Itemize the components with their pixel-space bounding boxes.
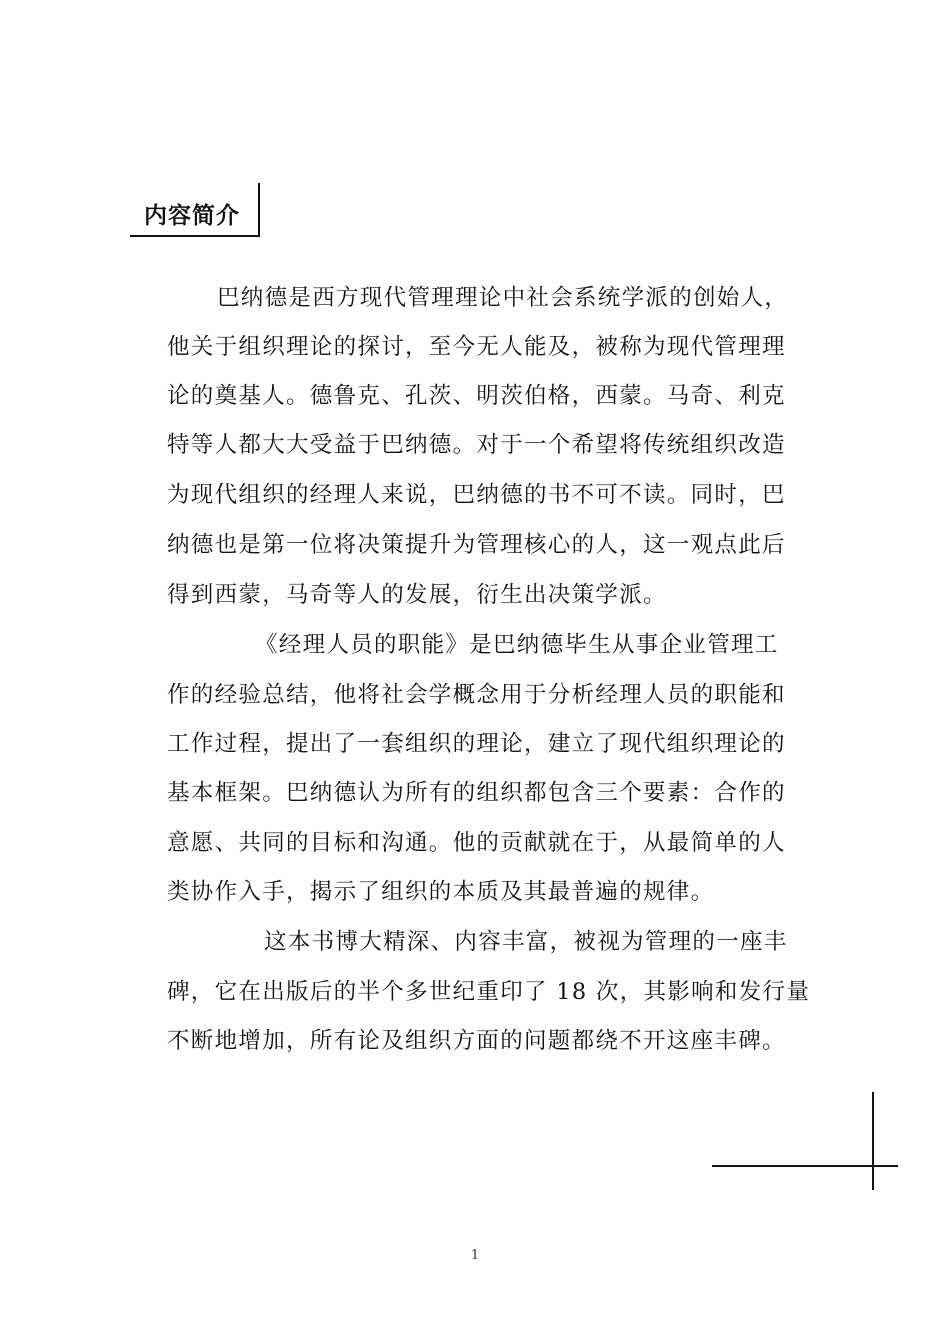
paragraph-2-line-6: 类协作入手，揭示了组织的本质及其最普遍的规律。: [167, 879, 715, 905]
paragraph-1-line-7: 得到西蒙，马奇等人的发展，衍生出决策学派。: [167, 582, 667, 608]
paragraph-3-line-2: 碑，它在出版后的半个多世纪重印了 18 次，其影响和发行量: [167, 979, 811, 1005]
paragraph-1-line-1: 巴纳德是西方现代管理理论中社会系统学派的创始人，: [217, 285, 789, 311]
paragraph-3-line-1: 这本书博大精深、内容丰富，被视为管理的一座丰: [264, 929, 788, 955]
crop-mark-horizontal: [712, 1165, 898, 1167]
paragraph-2-line-4: 基本框架。巴纳德认为所有的组织都包含三个要素：合作的: [167, 780, 786, 806]
paragraph-1-line-6: 纳德也是第一位将决策提升为管理核心的人，这一观点此后: [167, 532, 786, 558]
section-heading-box: [130, 183, 260, 237]
paragraph-1-line-2: 他关于组织理论的探讨，至今无人能及，被称为现代管理理: [167, 334, 786, 360]
paragraph-1-line-5: 为现代组织的经理人来说，巴纳德的书不可不读。同时，巴: [167, 482, 786, 508]
crop-mark-vertical: [872, 1092, 874, 1190]
paragraph-2-line-2: 作的经验总结，他将社会学概念用于分析经理人员的职能和: [167, 682, 786, 708]
paragraph-1-line-4: 特等人都大大受益于巴纳德。对于一个希望将传统组织改造: [167, 432, 786, 458]
section-heading: 内容简介: [144, 203, 240, 229]
paragraph-1-line-3: 论的奠基人。德鲁克、孔茨、明茨伯格，西蒙。马奇、利克: [167, 383, 786, 409]
paragraph-2-line-5: 意愿、共同的目标和沟通。他的贡献就在于，从最简单的人: [167, 830, 786, 856]
paragraph-2-line-1: 《经理人员的职能》是巴纳德毕生从事企业管理工: [255, 632, 779, 658]
paragraph-3-line-3: 不断地增加，所有论及组织方面的问题都绕不开这座丰碑。: [167, 1028, 786, 1054]
page-number: 1: [470, 1248, 480, 1263]
paragraph-2-line-3: 工作过程，提出了一套组织的理论，建立了现代组织理论的: [167, 731, 786, 757]
